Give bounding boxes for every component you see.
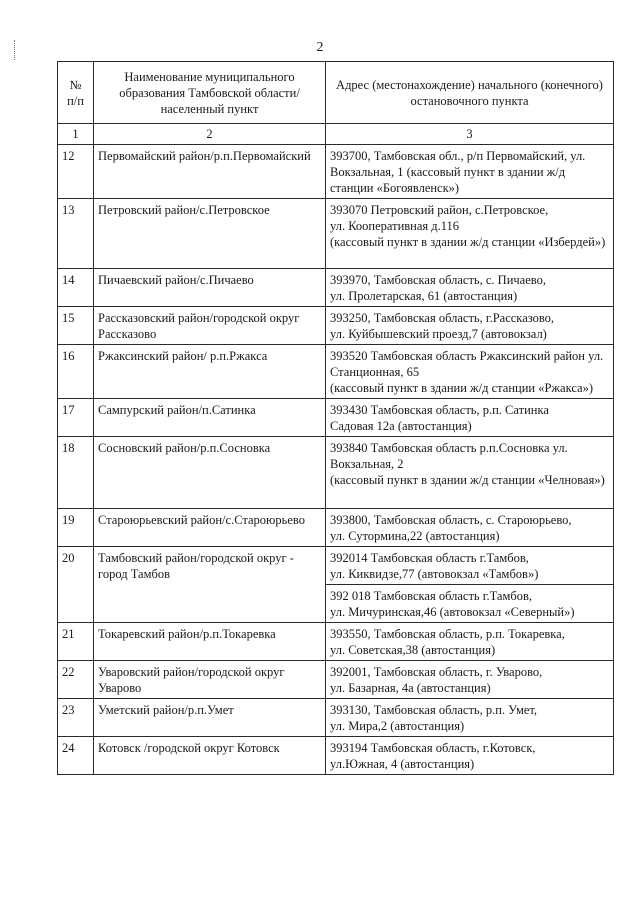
table-row bbox=[58, 623, 614, 661]
header-municipality: Наименование муниципального образования Тамбовской области/населенный пункт bbox=[94, 62, 326, 124]
stop-address: 393840 Тамбовская область р.п.Сосновка ул. Вокзальная, 2 (кассовый пункт в здании ж/д станции «Челновая») bbox=[326, 437, 614, 509]
row-number: 14 bbox=[58, 269, 94, 307]
stop-address: 393130, Тамбовская область, р.п. Умет, ул. Мира,2 (автостанция) bbox=[326, 699, 614, 737]
column-index-1: 1 bbox=[58, 124, 94, 145]
table-row bbox=[58, 307, 614, 345]
header-address: Адрес (местонахождение) начального (конечного) остановочного пункта bbox=[326, 62, 614, 124]
row-number: 22 bbox=[58, 661, 94, 699]
table-body bbox=[58, 145, 614, 775]
municipality-name: Петровский район/с.Петровское bbox=[94, 199, 326, 269]
table-row bbox=[58, 199, 614, 269]
table-row bbox=[58, 737, 614, 775]
table-row bbox=[58, 345, 614, 399]
stop-address: 393970, Тамбовская область, с. Пичаево, ул. Пролетарская, 61 (автостанция) bbox=[326, 269, 614, 307]
table-header-row bbox=[58, 62, 614, 124]
municipality-name: Тамбовский район/городской округ - город Тамбов bbox=[94, 547, 326, 623]
municipality-name: Котовск /городской округ Котовск bbox=[94, 737, 326, 775]
row-number: 18 bbox=[58, 437, 94, 509]
table-row bbox=[58, 509, 614, 547]
row-number: 13 bbox=[58, 199, 94, 269]
table-row bbox=[58, 269, 614, 307]
municipality-name: Токаревский район/р.п.Токаревка bbox=[94, 623, 326, 661]
row-number: 12 bbox=[58, 145, 94, 199]
table-row bbox=[58, 661, 614, 699]
municipality-name: Уваровский район/городской округ Уварово bbox=[94, 661, 326, 699]
row-number: 23 bbox=[58, 699, 94, 737]
stop-address: 393070 Петровский район, с.Петровское, ул. Кооперативная д.116 (кассовый пункт в здании ж/д станции «Избердей») bbox=[326, 199, 614, 269]
stop-address: 392 018 Тамбовская область г.Тамбов, ул. Мичуринская,46 (автовокзал «Северный») bbox=[326, 585, 614, 623]
page-number: 2 bbox=[316, 40, 324, 55]
stop-address: 393430 Тамбовская область, р.п. Сатинка Садовая 12а (автостанция) bbox=[326, 399, 614, 437]
row-number: 19 bbox=[58, 509, 94, 547]
municipality-name: Сосновский район/р.п.Сосновка bbox=[94, 437, 326, 509]
stops-table bbox=[57, 61, 614, 775]
table-row bbox=[58, 145, 614, 199]
table-row bbox=[58, 437, 614, 509]
stop-address: 393520 Тамбовская область Ржаксинский район ул. Станционная, 65 (кассовый пункт в здании ж/д станции «Ржакса») bbox=[326, 345, 614, 399]
header-number: № п/п bbox=[58, 62, 94, 124]
stops-table-container bbox=[57, 61, 613, 821]
row-number: 16 bbox=[58, 345, 94, 399]
municipality-name: Сампурский район/п.Сатинка bbox=[94, 399, 326, 437]
row-number: 15 bbox=[58, 307, 94, 345]
column-index-row bbox=[58, 124, 614, 145]
row-number: 20 bbox=[58, 547, 94, 623]
row-number: 17 bbox=[58, 399, 94, 437]
municipality-name: Уметский район/р.п.Умет bbox=[94, 699, 326, 737]
stop-address: 393800, Тамбовская область, с. Староюрьево, ул. Сутормина,22 (автостанция) bbox=[326, 509, 614, 547]
table-row bbox=[58, 699, 614, 737]
stop-address: 393700, Тамбовская обл., р/п Первомайский, ул. Вокзальная, 1 (кассовый пункт в здании ж/д станции «Богоявленск») bbox=[326, 145, 614, 199]
table-row bbox=[58, 547, 614, 585]
municipality-name: Ржаксинский район/ р.п.Ржакса bbox=[94, 345, 326, 399]
row-number: 24 bbox=[58, 737, 94, 775]
municipality-name: Рассказовский район/городской округ Рассказово bbox=[94, 307, 326, 345]
row-number: 21 bbox=[58, 623, 94, 661]
column-index-3: 3 bbox=[326, 124, 614, 145]
stop-address: 393250, Тамбовская область, г.Рассказово, ул. Куйбышевский проезд,7 (автовокзал) bbox=[326, 307, 614, 345]
stop-address: 392014 Тамбовская область г.Тамбов, ул. Киквидзе,77 (автовокзал «Тамбов») bbox=[326, 547, 614, 585]
municipality-name: Староюрьевский район/с.Староюрьево bbox=[94, 509, 326, 547]
table-row bbox=[58, 399, 614, 437]
stop-address: 393194 Тамбовская область, г.Котовск, ул.Южная, 4 (автостанция) bbox=[326, 737, 614, 775]
stop-address: 393550, Тамбовская область, р.п. Токаревка, ул. Советская,38 (автостанция) bbox=[326, 623, 614, 661]
municipality-name: Первомайский район/р.п.Первомайский bbox=[94, 145, 326, 199]
stop-address: 392001, Тамбовская область, г. Уварово, ул. Базарная, 4а (автостанция) bbox=[326, 661, 614, 699]
column-index-2: 2 bbox=[94, 124, 326, 145]
municipality-name: Пичаевский район/с.Пичаево bbox=[94, 269, 326, 307]
